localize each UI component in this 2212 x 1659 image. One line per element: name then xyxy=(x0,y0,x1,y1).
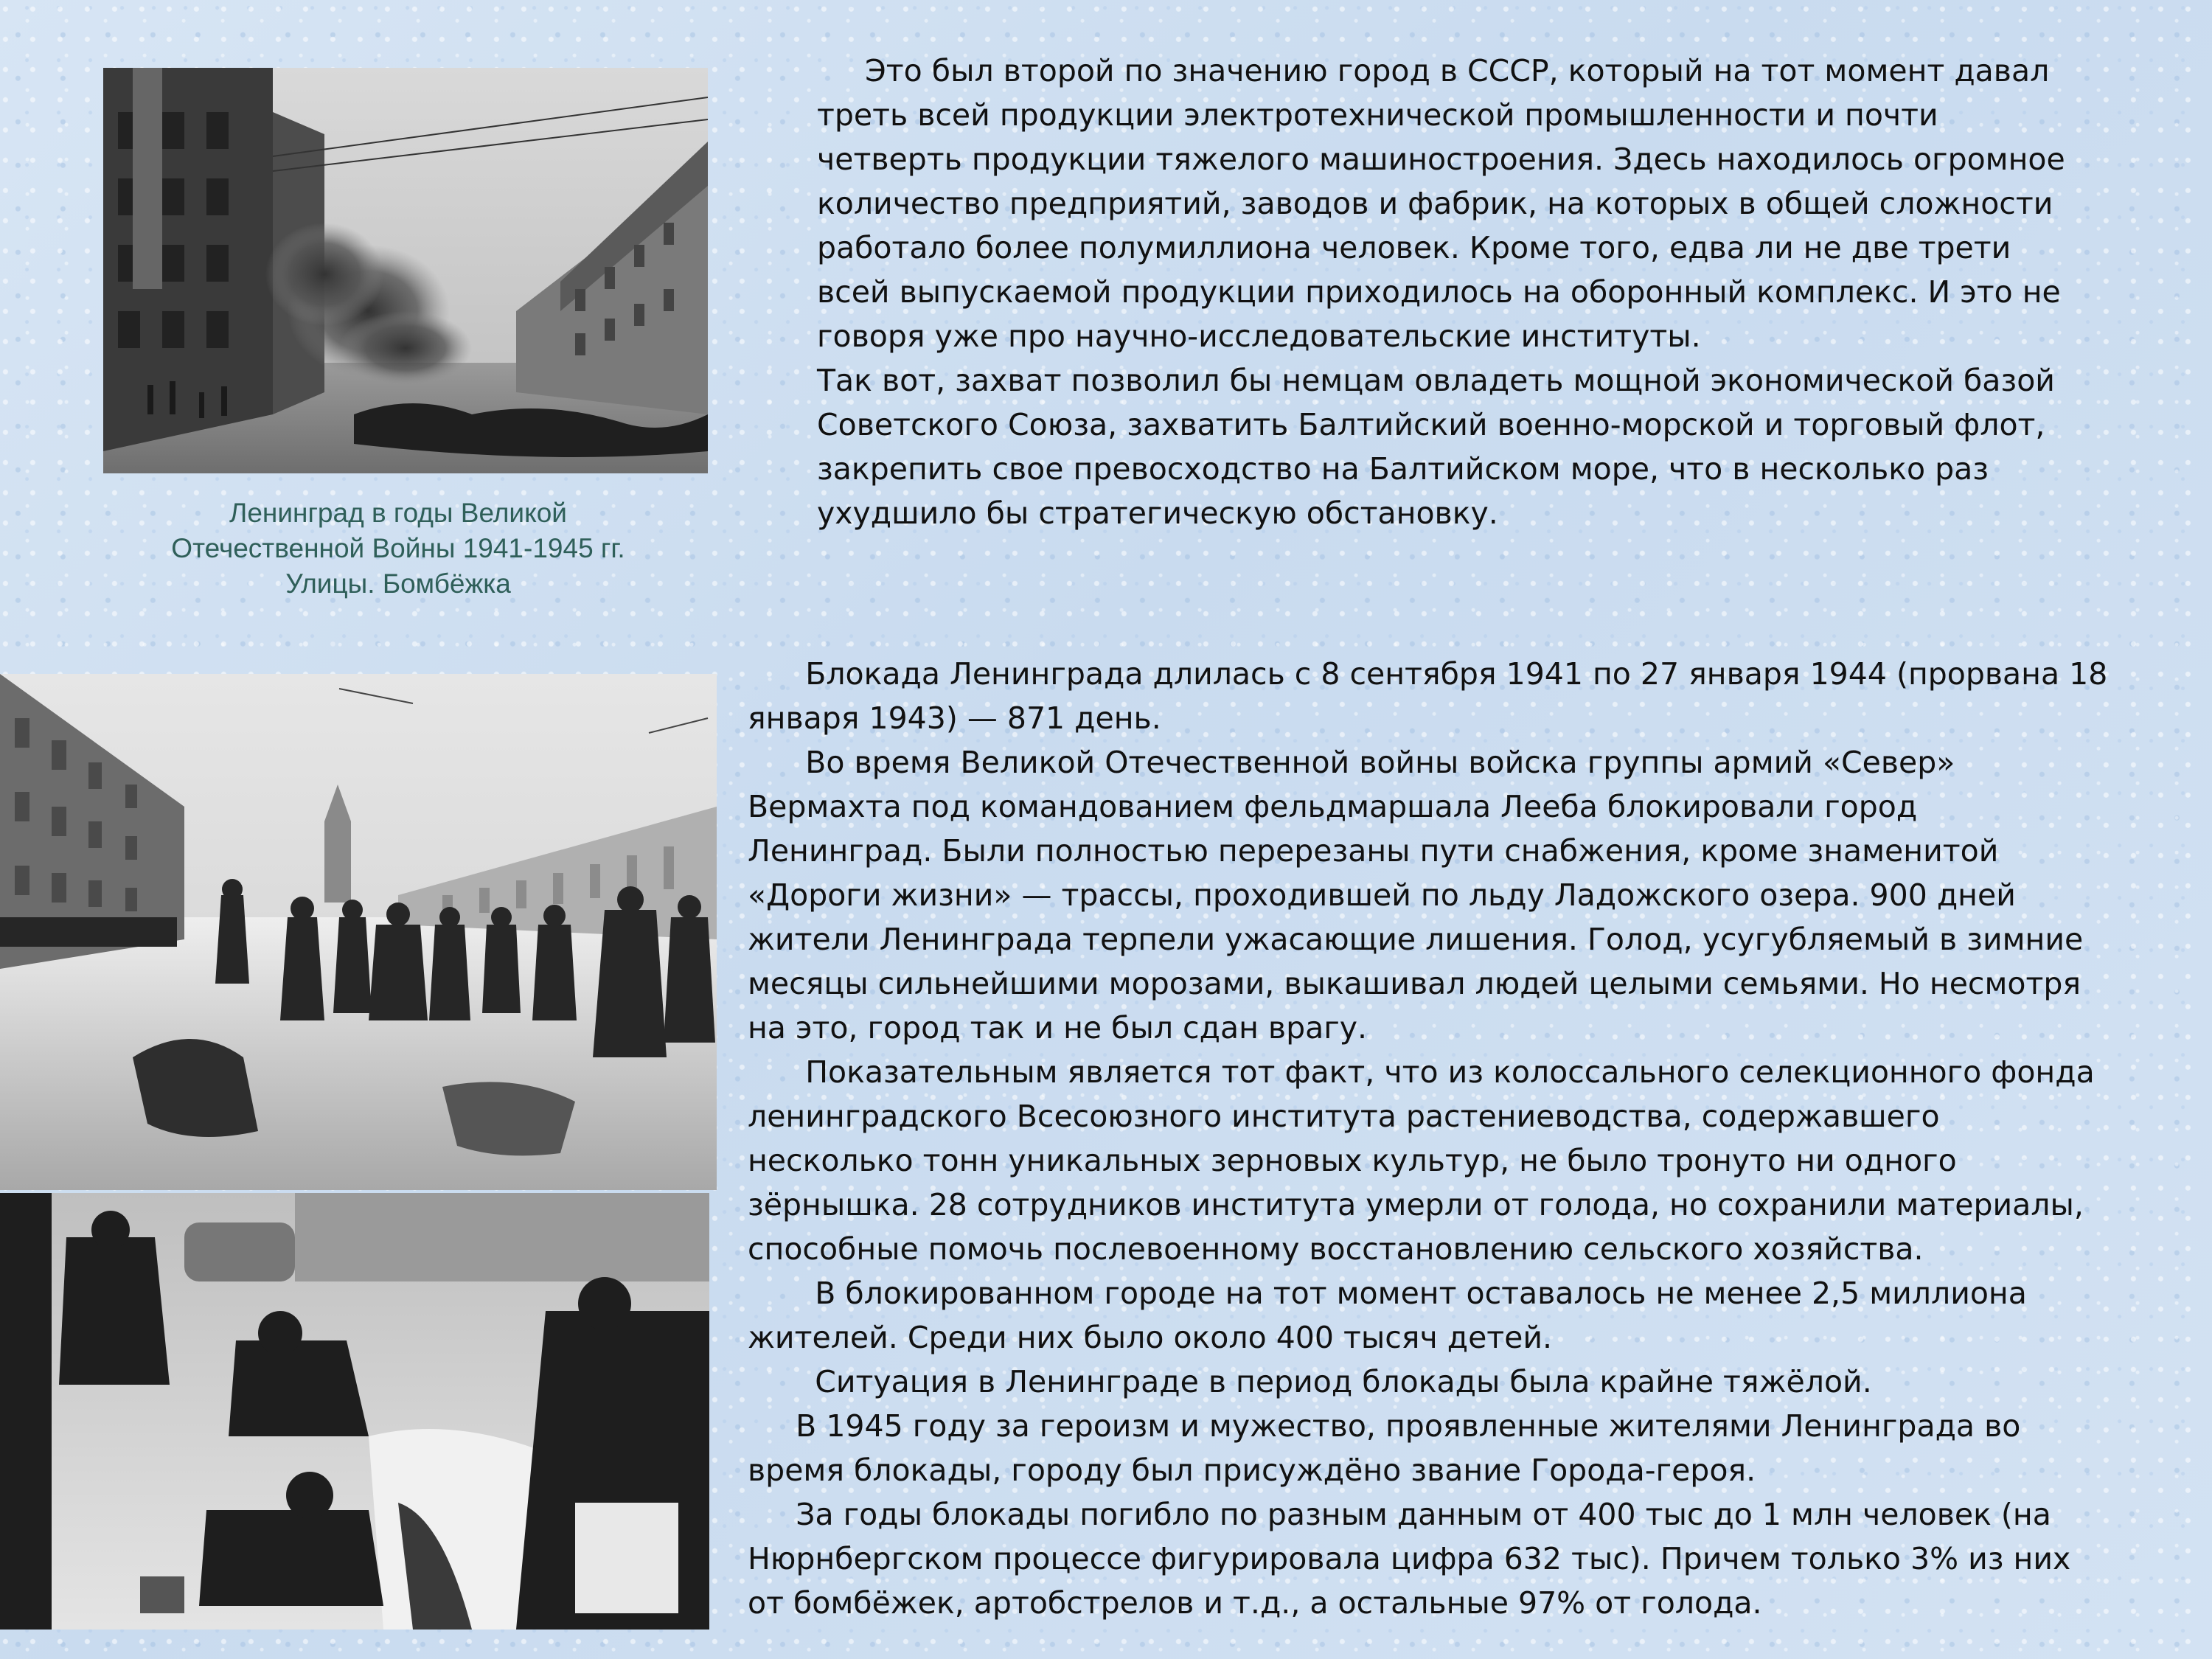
caption-line-1: Ленинград в годы Великой xyxy=(229,498,567,528)
intro-text-line: закрепить свое превосходство на Балтийском море, что в несколько раз xyxy=(817,451,1989,487)
blockade-text-line: на это, город так и не был сдан врагу. xyxy=(748,1010,1368,1046)
caption-line-2: Отечественной Войны 1941-1945 гг. xyxy=(171,533,625,563)
blockade-text-line: Показательным является тот факт, что из колоссального селекционного фонда xyxy=(748,1054,2095,1090)
blockade-text-line: «Дороги жизни» — трассы, проходившей по льду Ладожского озера. 900 дней xyxy=(748,877,2016,913)
blockade-text-line: В блокированном городе на тот момент оставалось не менее 2,5 миллиона xyxy=(748,1276,2027,1311)
intro-text-line: Советского Союза, захватить Балтийский военно-морской и торговый флот, xyxy=(817,407,2045,442)
intro-text-line: четверть продукции тяжелого машиностроения. Здесь находилось огромное xyxy=(817,142,2065,177)
intro-text-line: говоря уже про научно-исследовательские институты. xyxy=(817,319,1701,354)
blockade-text-line: Ленинград. Были полностью перерезаны пути снабжения, кроме знаменитой xyxy=(748,833,1999,869)
blockade-text-line: За годы блокады погибло по разным данным от 400 тыс до 1 млн человек (на xyxy=(748,1497,2051,1532)
blockade-text-line: жителей. Среди них было около 400 тысяч детей. xyxy=(748,1320,1553,1355)
intro-text-line: количество предприятий, заводов и фабрик, на которых в общей сложности xyxy=(817,186,2053,221)
blockade-text-line: жители Ленинграда терпели ужасающие лишения. Голод, усугубляемый в зимние xyxy=(748,922,2084,957)
intro-text-line: всей выпускаемой продукции приходилось на оборонный комплекс. И это не xyxy=(817,274,2061,310)
photo-water-queue xyxy=(0,674,717,1190)
blockade-text-line: Вермахта под командованием фельдмаршала Лееба блокировали город xyxy=(748,789,1918,824)
blockade-text-line: месяцы сильнейшими морозами, выкашивал людей целыми семьями. Но несмотря xyxy=(748,966,2081,1001)
blockade-text-line: Ситуация в Ленинграде в период блокады была крайне тяжёлой. xyxy=(748,1364,1872,1399)
intro-text-line: работало более полумиллиона человек. Кроме того, едва ли не две трети xyxy=(817,230,2011,265)
blockade-text xyxy=(748,652,2204,1625)
blockade-text-line: ленинградского Всесоюзного института растениеводства, содержавшего xyxy=(748,1099,1940,1134)
intro-text xyxy=(817,49,2188,535)
blockade-text-line: января 1943) — 871 день. xyxy=(748,700,1161,736)
blockade-text-line: несколько тонн уникальных зерновых культур, не было тронуто ни одного xyxy=(748,1143,1957,1178)
photo-caption xyxy=(111,495,686,602)
blockade-text-line: от бомбёжек, артобстрелов и т.д., а остальные 97% от голода. xyxy=(748,1585,1762,1621)
blockade-text-line: Во время Великой Отечественной войны войска группы армий «Север» xyxy=(748,745,1955,780)
caption-line-3: Улицы. Бомбёжка xyxy=(285,568,511,599)
blockade-text-line: Нюрнбергском процессе фигурировала цифра 632 тыс). Причем только 3% из них xyxy=(748,1541,2071,1576)
intro-text-line: Так вот, захват позволил бы немцам овладеть мощной экономической базой xyxy=(817,363,2055,398)
photo-water-collection xyxy=(0,1193,709,1630)
intro-text-line: Это был второй по значению город в СССР, который на тот момент давал xyxy=(817,53,2050,88)
intro-text-line: ухудшило бы стратегическую обстановку. xyxy=(817,495,1498,531)
intro-text-line: треть всей продукции электротехнической промышленности и почти xyxy=(817,97,1938,133)
blockade-text-line: Блокада Ленинграда длилась с 8 сентября 1941 по 27 января 1944 (прорвана 18 xyxy=(748,656,2108,692)
blockade-text-line: зёрнышка. 28 сотрудников института умерли от голода, но сохранили материалы, xyxy=(748,1187,2084,1222)
blockade-text-line: время блокады, городу был присуждёно звание Города-героя. xyxy=(748,1453,1756,1488)
photo-street-bombing xyxy=(103,68,708,473)
blockade-text-line: способные помочь послевоенному восстановлению сельского хозяйства. xyxy=(748,1231,1924,1267)
blockade-text-line: В 1945 году за героизм и мужество, проявленные жителями Ленинграда во xyxy=(748,1408,2021,1444)
